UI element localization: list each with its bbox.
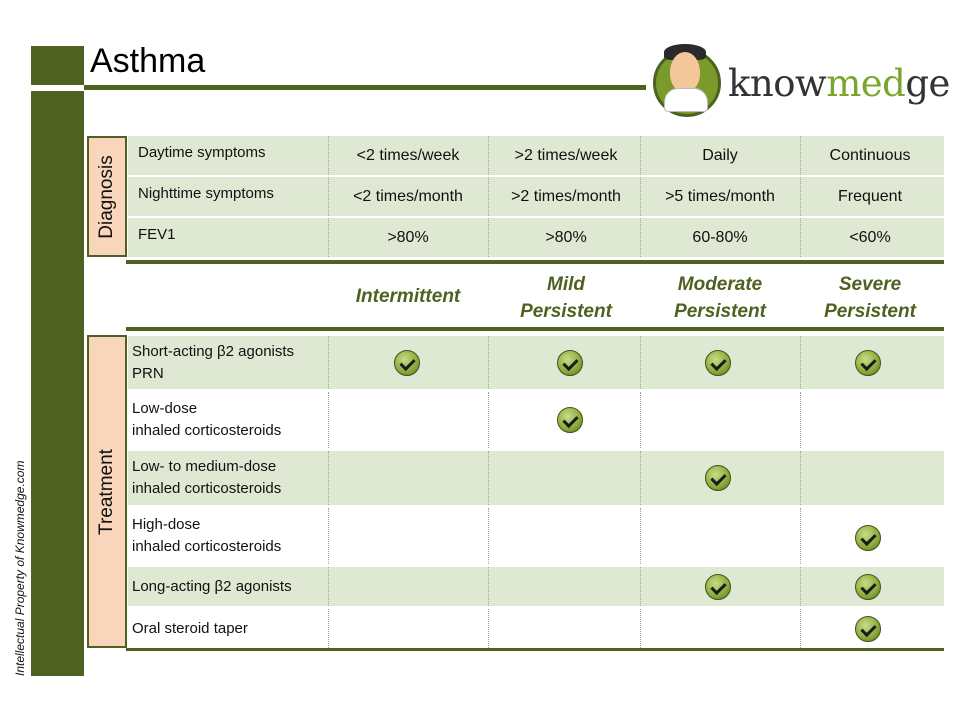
left-bar (31, 91, 84, 676)
mascot-face (670, 52, 700, 92)
treatment-row (128, 567, 944, 606)
check-circle-icon (855, 350, 881, 376)
severity-column-header (642, 271, 798, 325)
check-circle-icon (705, 574, 731, 600)
column-divider (640, 567, 641, 606)
diagnosis-row-label: FEV1 (138, 226, 176, 243)
mascot-coat (664, 88, 708, 112)
treatment-label-line-2: inhaled corticosteroids (132, 538, 282, 555)
severity-bottom-rule (126, 327, 944, 331)
left-bar-top (31, 46, 84, 85)
treatment-row-label (132, 451, 326, 505)
column-divider (488, 609, 489, 648)
severity-line-1: Moderate (677, 274, 763, 295)
diagnosis-value: >80% (545, 228, 587, 246)
severity-column-header (330, 283, 486, 310)
treatment-label-text: Treatment (96, 448, 117, 535)
column-divider (640, 336, 641, 389)
column-divider (488, 336, 489, 389)
diagnosis-value: Frequent (837, 187, 903, 205)
treatment-label-line-2: inhaled corticosteroids (132, 422, 282, 439)
treatment-label-line-1: Long-acting β2 agonists (132, 577, 292, 595)
severity-line-2: Persistent (520, 301, 612, 322)
treatment-row (128, 508, 944, 564)
column-divider (800, 567, 801, 606)
column-divider (328, 567, 329, 606)
title-underline (84, 85, 646, 90)
treatment-row-label (132, 392, 326, 448)
treatment-row-label (132, 336, 326, 389)
column-divider (800, 508, 801, 564)
check-circle-icon (394, 350, 420, 376)
column-divider (800, 451, 801, 505)
check-circle-icon (855, 574, 881, 600)
treatment-row-label (132, 609, 326, 648)
diagnosis-bottom-rule (126, 260, 944, 264)
treatment-row (128, 609, 944, 648)
column-divider (800, 392, 801, 448)
diagnosis-row (128, 177, 944, 216)
column-divider (640, 392, 641, 448)
column-divider (640, 609, 641, 648)
column-divider (328, 392, 329, 448)
check-circle-icon (855, 616, 881, 642)
severity-line-2: Persistent (674, 301, 766, 322)
treatment-label-line-1: Oral steroid taper (132, 619, 248, 637)
diagnosis-value: 60-80% (692, 228, 748, 246)
treatment-label-line-2: PRN (132, 364, 164, 382)
column-divider (488, 567, 489, 606)
treatment-row-label (132, 508, 326, 564)
check-circle-icon (557, 407, 583, 433)
treatment-row (128, 451, 944, 505)
diagnosis-row-label: Nighttime symptoms (138, 185, 274, 202)
treatment-label-line-1: Low- to medium-dose (132, 458, 277, 475)
diagnosis-section-label (87, 136, 127, 257)
brand-logo-text: knowmedge (728, 62, 950, 105)
diagnosis-row-label: Daytime symptoms (138, 144, 266, 161)
column-divider (800, 336, 801, 389)
severity-line-1: Severe (838, 274, 902, 295)
diagnosis-value: Continuous (829, 146, 911, 164)
severity-column-header (792, 271, 948, 325)
column-divider (328, 218, 329, 257)
treatment-label-line-1: Short-acting β2 agonists (132, 342, 295, 360)
treatment-label-line-1: Low-dose (132, 400, 198, 417)
column-divider (328, 177, 329, 216)
diagnosis-row (128, 136, 944, 175)
diagnosis-value: <2 times/week (356, 146, 460, 164)
column-divider (328, 609, 329, 648)
treatment-row-label (132, 567, 326, 606)
column-divider (640, 451, 641, 505)
treatment-label-line-1: High-dose (132, 516, 201, 533)
treatment-section-label (87, 335, 127, 648)
column-divider (328, 508, 329, 564)
watermark-text: Intellectual Property of Knowmedge.com (13, 460, 27, 676)
column-divider (488, 177, 489, 216)
diagnosis-value: <2 times/month (353, 187, 463, 205)
column-divider (328, 336, 329, 389)
column-divider (800, 609, 801, 648)
check-circle-icon (855, 525, 881, 551)
diagnosis-row (128, 218, 944, 257)
diagnosis-value: >2 times/month (511, 187, 621, 205)
column-divider (488, 392, 489, 448)
check-circle-icon (557, 350, 583, 376)
check-circle-icon (705, 465, 731, 491)
column-divider (488, 218, 489, 257)
column-divider (488, 508, 489, 564)
treatment-row (128, 392, 944, 448)
column-divider (328, 451, 329, 505)
column-divider (488, 136, 489, 175)
treatment-row (128, 336, 944, 389)
column-divider (488, 451, 489, 505)
diagnosis-value: <60% (849, 228, 891, 246)
severity-column-header (488, 271, 644, 325)
diagnosis-value: >5 times/month (665, 187, 775, 205)
treatment-bottom-rule (126, 648, 944, 651)
severity-line-1: Mild (547, 274, 585, 295)
treatment-label-line-2: inhaled corticosteroids (132, 480, 282, 497)
diagnosis-value: >2 times/week (514, 146, 618, 164)
diagnosis-value: >80% (387, 228, 429, 246)
severity-line-2: Persistent (824, 301, 916, 322)
diagnosis-value: Daily (702, 146, 738, 164)
page-title: Asthma (90, 42, 206, 80)
column-divider (328, 136, 329, 175)
column-divider (640, 508, 641, 564)
severity-line-1: Intermittent (355, 286, 461, 307)
diagnosis-label-text: Diagnosis (96, 154, 117, 239)
check-circle-icon (705, 350, 731, 376)
